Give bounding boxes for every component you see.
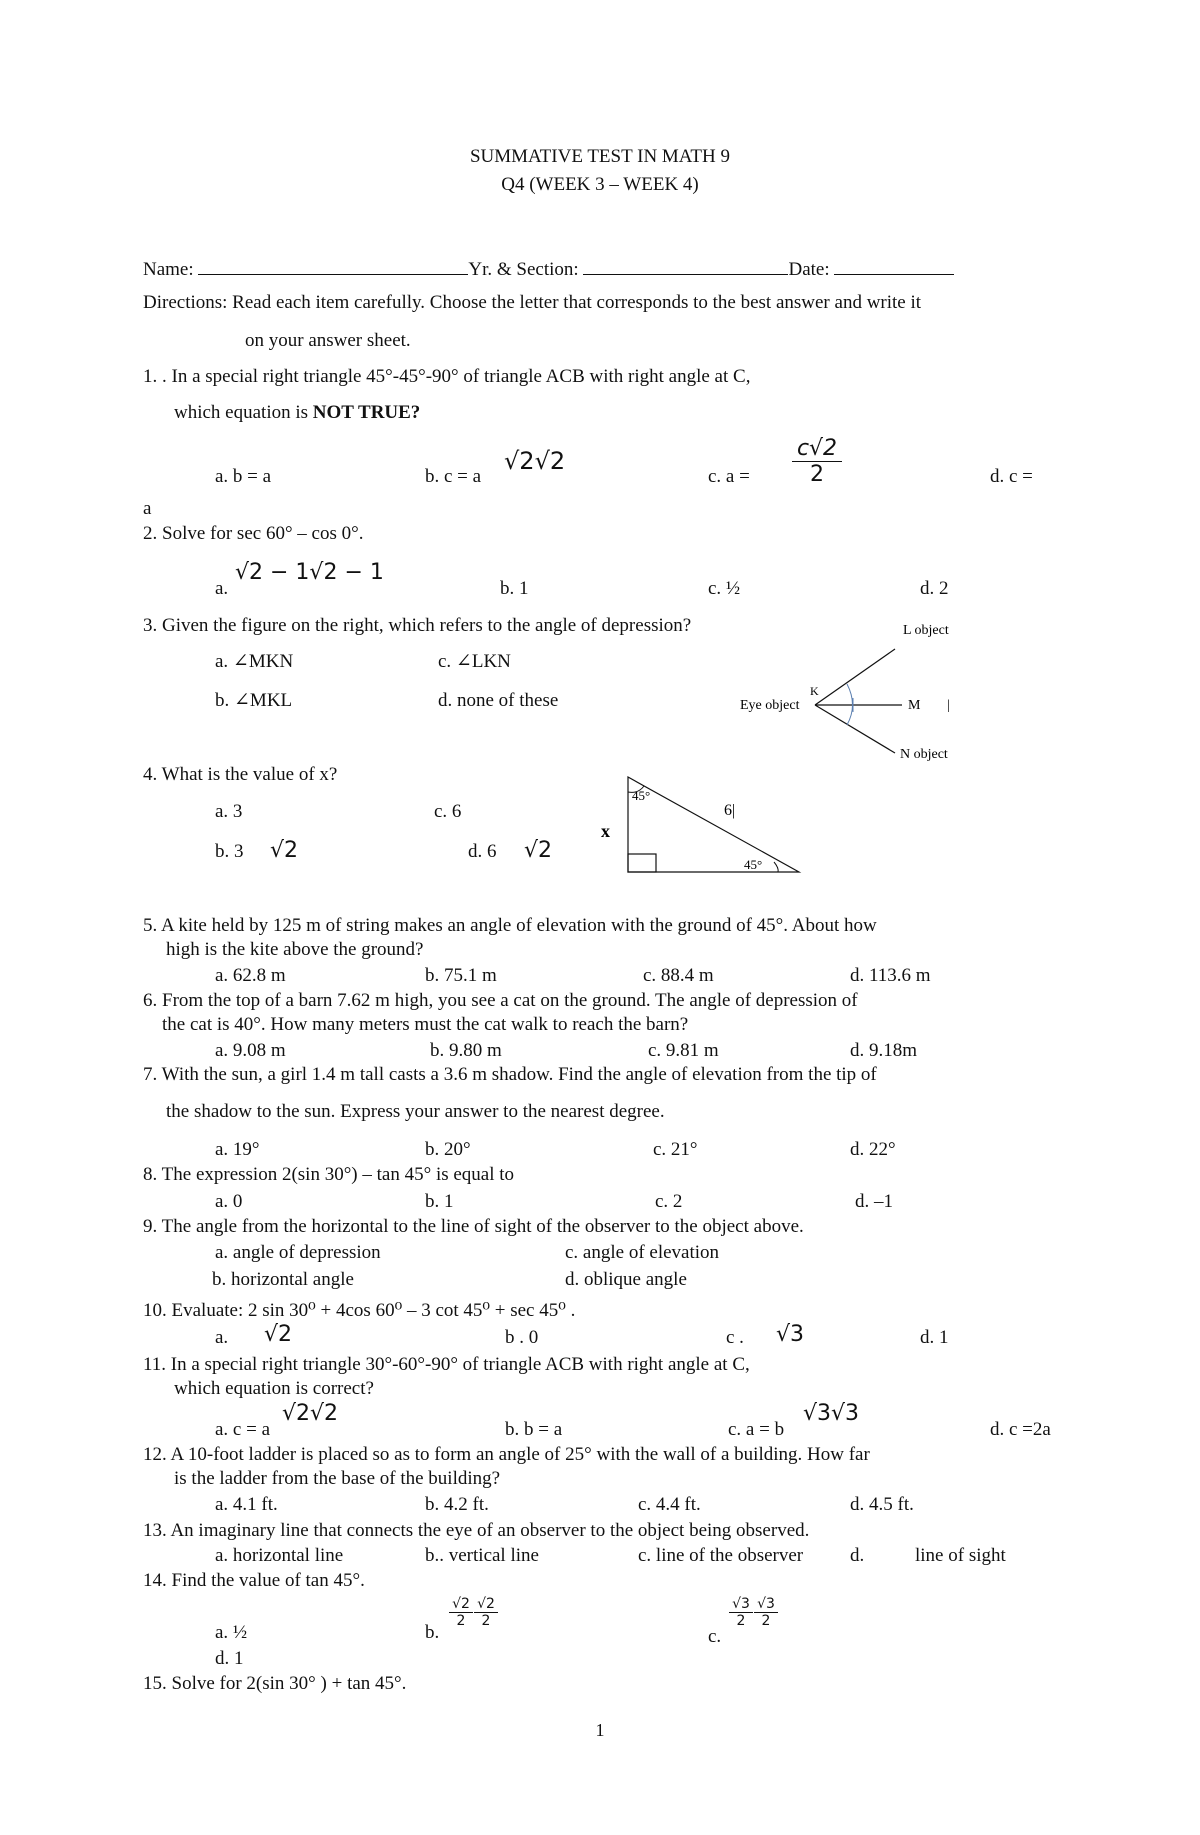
q1-option-b-math: √2√2	[504, 447, 566, 475]
test-title: SUMMATIVE TEST IN MATH 9	[469, 146, 731, 167]
q7-stem-1: 7. With the sun, a girl 1.4 m tall casts a 3.6 m shadow. Find the angle of elevation from the tip of	[143, 1064, 877, 1085]
eye-object-label: Eye object	[740, 698, 800, 713]
q12-stem-2: is the ladder from the base of the building?	[174, 1468, 501, 1489]
q11-option-a-math: √2√2	[282, 1401, 339, 1426]
q14-option-d[interactable]: d. 1	[215, 1648, 244, 1669]
q10-option-d[interactable]: d. 1	[920, 1327, 949, 1348]
q10-option-b[interactable]: b . 0	[505, 1327, 539, 1348]
right-triangle	[628, 777, 799, 872]
q6-stem-2: the cat is 40°. How many meters must the cat walk to reach the barn?	[162, 1014, 689, 1035]
q3-option-a[interactable]: a. ∠MKN	[215, 651, 294, 672]
q14-b-fraction-2	[474, 1596, 498, 1629]
q14-b-den-2: 2	[474, 1612, 498, 1629]
q1-c-denominator: 2	[792, 461, 842, 487]
q14-b-den-1: 2	[449, 1612, 473, 1629]
q5-option-c[interactable]: c. 88.4 m	[643, 965, 714, 986]
q8-stem: 8. The expression 2(sin 30°) – tan 45° is equal to	[143, 1164, 515, 1185]
q5-stem-2: high is the kite above the ground?	[166, 939, 424, 960]
bottom-angle-arc	[774, 862, 778, 872]
q14-c-fraction-1	[729, 1596, 753, 1629]
q11-stem-1: 11. In a special right triangle 30°-60°-90° of triangle ACB with right angle at C,	[143, 1354, 750, 1375]
line-of-sight-up	[815, 649, 895, 705]
name-label: Name:	[143, 259, 194, 280]
q14-option-a[interactable]: a. ½	[215, 1622, 248, 1643]
q5-option-b[interactable]: b. 75.1 m	[425, 965, 497, 986]
q13-option-c[interactable]: c. line of the observer	[638, 1545, 804, 1566]
q4-stem: 4. What is the value of x?	[143, 764, 338, 785]
q12-option-d[interactable]: d. 4.5 ft.	[850, 1494, 914, 1515]
q3-stem: 3. Given the figure on the right, which refers to the angle of depression?	[143, 615, 692, 636]
q5-option-a[interactable]: a. 62.8 m	[215, 965, 286, 986]
q3-option-b[interactable]: b. ∠MKL	[215, 690, 293, 711]
q1-stem-1: 1. . In a special right triangle 45°-45°-90° of triangle ACB with right angle at C,	[143, 366, 751, 387]
q9-stem: 9. The angle from the horizontal to the line of sight of the observer to the object above.	[143, 1216, 804, 1237]
q3-option-d[interactable]: d. none of these	[438, 690, 559, 711]
q1-stem-2a: which equation is	[174, 402, 313, 423]
q4-option-a[interactable]: a. 3	[215, 801, 243, 822]
q4-option-c[interactable]: c. 6	[434, 801, 462, 822]
q14-b-num-1: √2	[452, 1596, 470, 1612]
q13-option-b[interactable]: b.. vertical line	[425, 1545, 539, 1566]
q1-option-d-tail: a	[143, 498, 152, 519]
page-number: 1	[595, 1720, 605, 1740]
q15-stem: 15. Solve for 2(sin 30° ) + tan 45°.	[143, 1673, 407, 1694]
x-label: x	[601, 821, 610, 841]
q9-option-d[interactable]: d. oblique angle	[565, 1269, 687, 1290]
q14-option-c[interactable]: c.	[708, 1626, 722, 1647]
q6-stem-1: 6. From the top of a barn 7.62 m high, you see a cat on the ground. The angle of depression of	[143, 990, 858, 1011]
q7-option-a[interactable]: a. 19°	[215, 1139, 260, 1160]
q10-stem: 10. Evaluate: 2 sin 30⁰ + 4cos 60⁰ – 3 cot 45⁰ + sec 45⁰ .	[143, 1300, 576, 1321]
q3-figure	[730, 620, 970, 770]
q2-option-c[interactable]: c. ½	[708, 578, 741, 599]
q14-c-num-2: √3	[757, 1596, 775, 1612]
q11-option-c[interactable]: c. a = b	[728, 1419, 785, 1440]
q5-option-d[interactable]: d. 113.6 m	[850, 965, 931, 986]
q7-option-d[interactable]: d. 22°	[850, 1139, 896, 1160]
q14-c-num-1: √3	[732, 1596, 750, 1612]
date-blank[interactable]	[834, 256, 954, 275]
q4-option-b[interactable]: b. 3	[215, 841, 244, 862]
q1-option-a[interactable]: a. b = a	[215, 466, 272, 487]
bar-mark: |	[947, 698, 950, 713]
q1-stem-2	[174, 402, 420, 424]
q1-option-c[interactable]: c. a =	[708, 466, 750, 487]
q10-option-c[interactable]: c .	[726, 1327, 744, 1348]
q9-option-c[interactable]: c. angle of elevation	[565, 1242, 720, 1263]
q8-option-d[interactable]: d. –1	[855, 1191, 893, 1212]
q14-c-den-2: 2	[754, 1612, 778, 1629]
q6-option-b[interactable]: b. 9.80 m	[430, 1040, 502, 1061]
q11-option-a[interactable]: a. c = a	[215, 1419, 271, 1440]
k-label: K	[810, 684, 819, 698]
n-object-label: N object	[900, 747, 948, 762]
q14-stem: 14. Find the value of tan 45°.	[143, 1570, 365, 1591]
q6-option-d[interactable]: d. 9.18m	[850, 1040, 918, 1061]
q10-option-a-math: √2	[264, 1322, 293, 1347]
q13-stem: 13. An imaginary line that connects the eye of an observer to the object being observed.	[143, 1520, 810, 1541]
l-object-label: L object	[903, 623, 949, 638]
bottom-angle-label: 45°	[744, 857, 763, 872]
q13-option-d[interactable]: d.	[850, 1545, 865, 1566]
q13-option-a[interactable]: a. horizontal line	[215, 1545, 344, 1566]
q10-option-c-math: √3	[776, 1322, 805, 1347]
q12-option-a[interactable]: a. 4.1 ft.	[215, 1494, 278, 1515]
top-angle-label: 45°	[632, 788, 651, 803]
q2-stem: 2. Solve for sec 60° – cos 0°.	[143, 523, 364, 544]
directions-line-1: Directions: Read each item carefully. Choose the letter that corresponds to the best answer and write it	[143, 292, 922, 313]
q4-figure	[596, 770, 816, 880]
q1-c-numerator: c√2	[796, 436, 838, 461]
q2-option-a[interactable]: a.	[215, 578, 229, 599]
right-angle-mark	[628, 854, 656, 872]
q14-c-fraction-2	[754, 1596, 778, 1629]
section-blank[interactable]	[583, 256, 788, 275]
q2-option-a-math: √2 − 1√2 − 1	[235, 560, 384, 585]
q1-option-c-fraction	[792, 436, 842, 487]
q3-option-c[interactable]: c. ∠LKN	[438, 651, 511, 672]
q6-option-a[interactable]: a. 9.08 m	[215, 1040, 286, 1061]
line-of-sight-down	[815, 705, 895, 753]
q1-option-d[interactable]: d. c =	[990, 466, 1033, 487]
q13-option-d-text: line of sight	[915, 1545, 1006, 1566]
q7-option-b[interactable]: b. 20°	[425, 1139, 471, 1160]
q11-option-b[interactable]: b. b = a	[505, 1419, 563, 1440]
date-label: Date:	[788, 259, 830, 280]
q7-stem-2: the shadow to the sun. Express your answer to the nearest degree.	[166, 1101, 665, 1122]
info-line	[143, 256, 954, 281]
q4-option-d-math: √2	[524, 838, 553, 863]
hypotenuse-label: 6|	[724, 802, 736, 819]
q14-b-num-2: √2	[477, 1596, 495, 1612]
q14-c-den-1: 2	[729, 1612, 753, 1629]
q4-option-d[interactable]: d. 6	[468, 841, 497, 862]
q12-option-b[interactable]: b. 4.2 ft.	[425, 1494, 489, 1515]
q1-option-b[interactable]: b. c = a	[425, 466, 482, 487]
q2-option-b[interactable]: b. 1	[500, 578, 529, 599]
q11-option-d[interactable]: d. c =2a	[990, 1419, 1051, 1440]
m-label: M	[908, 698, 921, 713]
q7-option-c[interactable]: c. 21°	[653, 1139, 698, 1160]
q14-option-b[interactable]: b.	[425, 1622, 440, 1643]
q6-option-c[interactable]: c. 9.81 m	[648, 1040, 719, 1061]
q8-option-a[interactable]: a. 0	[215, 1191, 243, 1212]
q14-b-fraction-1	[449, 1596, 473, 1629]
directions-line-2: on your answer sheet.	[245, 330, 411, 351]
q8-option-b[interactable]: b. 1	[425, 1191, 454, 1212]
q2-option-d[interactable]: d. 2	[920, 578, 949, 599]
test-subtitle: Q4 (WEEK 3 – WEEK 4)	[501, 174, 699, 195]
q10-option-a[interactable]: a.	[215, 1327, 229, 1348]
q11-option-c-math: √3√3	[803, 1401, 860, 1426]
q1-not-true: NOT TRUE?	[312, 402, 421, 423]
q4-option-b-math: √2	[270, 838, 299, 863]
q5-stem-1: 5. A kite held by 125 m of string makes an angle of elevation with the ground of 45°. About how	[143, 915, 877, 936]
q12-option-c[interactable]: c. 4.4 ft.	[638, 1494, 701, 1515]
q11-stem-2: which equation is correct?	[174, 1378, 374, 1399]
q8-option-c[interactable]: c. 2	[655, 1191, 683, 1212]
q9-option-a[interactable]: a. angle of depression	[215, 1242, 381, 1263]
q12-stem-1: 12. A 10-foot ladder is placed so as to form an angle of 25° with the wall of a building. How far	[143, 1444, 870, 1465]
name-blank[interactable]	[198, 256, 468, 275]
section-label: Yr. & Section:	[468, 259, 579, 280]
q9-option-b[interactable]: b. horizontal angle	[212, 1269, 354, 1290]
